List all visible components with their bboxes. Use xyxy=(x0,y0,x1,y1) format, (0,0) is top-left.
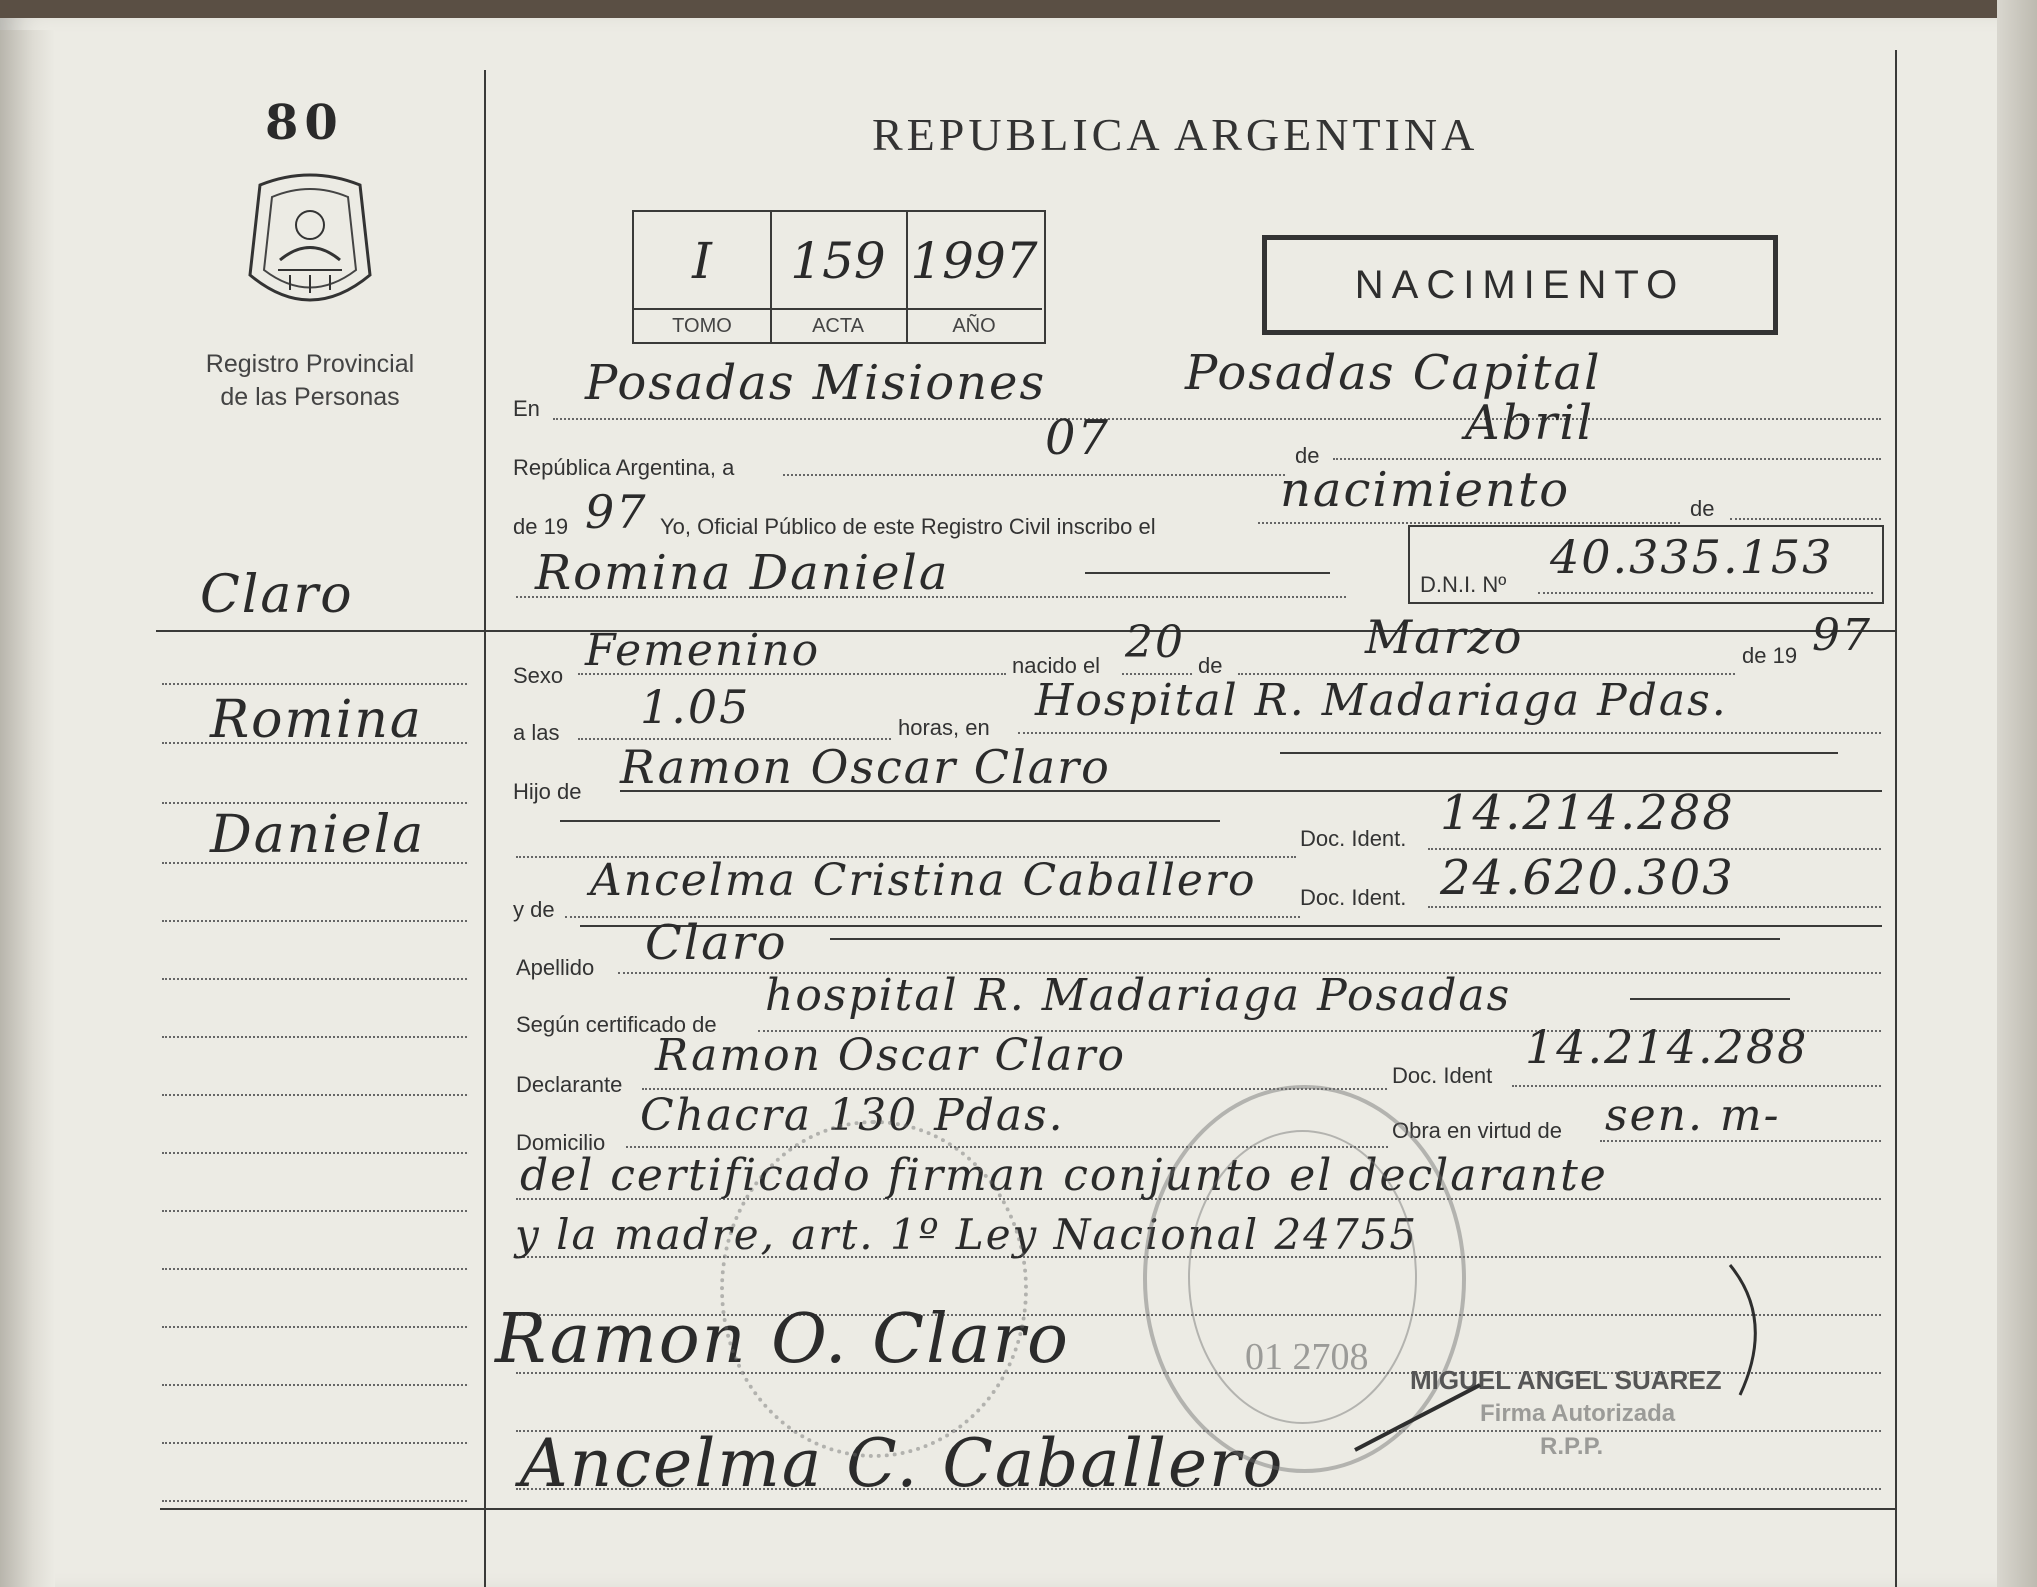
acta-label: ACTA xyxy=(770,308,906,342)
margin-line xyxy=(162,802,467,804)
field-place-capital: Posadas Capital xyxy=(1185,345,1602,401)
field-certificate: hospital R. Madariaga Posadas xyxy=(765,970,1512,1021)
label-nacido-el: nacido el xyxy=(1012,653,1101,678)
field-line xyxy=(1333,458,1881,460)
field-birth-month: Marzo xyxy=(1365,610,1524,664)
fill-stroke xyxy=(1085,572,1330,574)
tomo-value: I xyxy=(692,232,712,290)
bracket-stroke xyxy=(1720,1260,1780,1400)
field-dni: 40.335.153 xyxy=(1550,530,1834,584)
label-y-de: y de xyxy=(513,897,555,922)
field-month: Abril xyxy=(1465,395,1595,451)
label-republica: República Argentina, a xyxy=(513,455,735,480)
book-binding xyxy=(0,30,55,1587)
anio-cell xyxy=(906,212,1042,342)
label-oficial: Yo, Oficial Público de este Registro Civil inscribo el xyxy=(660,514,1156,539)
page-number: 80 xyxy=(265,95,344,151)
notes-line-2: y la madre, art. 1º Ley Nacional 24755 xyxy=(515,1210,1419,1259)
tomo-cell xyxy=(634,212,772,342)
label-doc-ident-1: Doc. Ident. xyxy=(1300,826,1407,851)
label-de: de xyxy=(1295,443,1320,468)
field-address: Chacra 130 Pdas. xyxy=(640,1090,1065,1141)
field-line xyxy=(1512,1085,1881,1087)
margin-line xyxy=(162,1442,467,1444)
margin-first-name: Romina xyxy=(210,690,423,750)
field-time: 1.05 xyxy=(640,680,751,734)
margin-line xyxy=(162,1500,467,1502)
field-line xyxy=(1018,732,1881,734)
margin-line xyxy=(162,1326,467,1328)
right-border xyxy=(1895,50,1897,1587)
official-role: Firma Autorizada xyxy=(1480,1400,1676,1427)
fill-stroke xyxy=(830,938,1780,940)
field-year: 97 xyxy=(585,485,648,539)
label-sexo: Sexo xyxy=(513,663,564,688)
field-mother-doc: 24.620.303 xyxy=(1440,850,1735,906)
field-line xyxy=(783,474,1285,476)
fill-stroke xyxy=(560,820,1220,822)
official-signature-stroke xyxy=(1350,1375,1490,1455)
section-divider xyxy=(156,630,1897,632)
tomo-label: TOMO xyxy=(634,308,770,342)
field-day: 07 xyxy=(1045,410,1111,466)
field-obra: sen. m- xyxy=(1605,1090,1781,1141)
label-horas-en: horas, en xyxy=(898,715,990,740)
label-a-las: a las xyxy=(513,720,560,745)
label-apellido: Apellido xyxy=(516,955,595,980)
notes-line-1: del certificado firman conjunto el declarante xyxy=(520,1150,1608,1201)
margin-line xyxy=(162,683,467,685)
label-dni: D.N.I. Nº xyxy=(1420,572,1507,597)
margin-line xyxy=(162,1384,467,1386)
label-de-19: de 19 xyxy=(513,514,569,539)
field-full-name: Romina Daniela xyxy=(535,545,950,601)
page-title: REPUBLICA ARGENTINA xyxy=(872,109,1479,160)
field-event: nacimiento xyxy=(1280,462,1571,518)
label-doc-ident-2: Doc. Ident. xyxy=(1300,885,1407,910)
field-line xyxy=(1258,522,1680,524)
field-birth-place: Hospital R. Madariaga Pdas. xyxy=(1035,675,1728,726)
margin-line xyxy=(162,1210,467,1212)
field-surname: Claro xyxy=(645,915,788,971)
field-line xyxy=(1538,592,1873,594)
fill-stroke xyxy=(1630,998,1790,1000)
bottom-divider xyxy=(160,1508,1897,1510)
margin-line xyxy=(162,1094,467,1096)
label-doc-ident-3: Doc. Ident xyxy=(1392,1063,1493,1088)
field-line xyxy=(1730,518,1881,520)
acta-value: 159 xyxy=(790,232,886,290)
field-line xyxy=(553,418,1881,420)
margin-line xyxy=(162,862,467,864)
margin-second-name: Daniela xyxy=(210,805,426,865)
provincia-misiones-seal-icon xyxy=(240,165,380,325)
field-birth-day: 20 xyxy=(1125,617,1185,668)
label-de-19b: de 19 xyxy=(1742,643,1798,668)
anio-label: AÑO xyxy=(906,308,1042,342)
fill-stroke xyxy=(1280,752,1838,754)
official-org: R.P.P. xyxy=(1540,1433,1604,1460)
margin-line xyxy=(162,978,467,980)
margin-line xyxy=(162,920,467,922)
document-type-box: NACIMIENTO xyxy=(1262,235,1778,335)
margin-surname: Claro xyxy=(200,565,354,625)
column-divider xyxy=(484,70,486,1587)
registry-line2: de las Personas xyxy=(220,383,400,411)
label-de-2: de xyxy=(1690,496,1715,521)
ghost-stamp xyxy=(720,1120,1028,1458)
field-declarant-doc: 14.214.288 xyxy=(1525,1020,1809,1074)
signature-mother: Ancelma C. Caballero xyxy=(520,1425,1285,1502)
field-birth-year: 97 xyxy=(1812,610,1872,661)
field-mother: Ancelma Cristina Caballero xyxy=(590,855,1257,906)
label-declarante: Declarante xyxy=(516,1072,623,1097)
margin-line xyxy=(162,1268,467,1270)
field-line xyxy=(1428,906,1881,908)
label-hijo-de: Hijo de xyxy=(513,779,582,804)
anio-value: 1997 xyxy=(910,232,1038,290)
signature-declarant: Ramon O. Claro xyxy=(495,1300,1070,1379)
margin-line xyxy=(162,1036,467,1038)
page-edge xyxy=(1997,0,2037,1587)
stamp-date: 01 2708 xyxy=(1245,1336,1369,1378)
registry-line1: Registro Provincial xyxy=(205,350,415,378)
label-de-3: de xyxy=(1198,653,1223,678)
label-segun: Según certificado de xyxy=(516,1012,717,1037)
acta-cell xyxy=(770,212,908,342)
official-name: MIGUEL ANGEL SUAREZ xyxy=(1410,1365,1722,1395)
field-declarant: Ramon Oscar Claro xyxy=(655,1030,1126,1081)
field-place: Posadas Misiones xyxy=(585,355,1047,411)
record-id-box xyxy=(632,210,1046,344)
margin-line xyxy=(162,742,467,744)
field-father: Ramon Oscar Claro xyxy=(620,740,1111,794)
registry-name xyxy=(150,348,470,414)
label-obra: Obra en virtud de xyxy=(1392,1118,1562,1143)
margin-line xyxy=(162,1152,467,1154)
label-en: En xyxy=(513,396,540,421)
field-sex: Femenino xyxy=(585,625,821,676)
field-father-doc: 14.214.288 xyxy=(1440,785,1735,841)
label-domicilio: Domicilio xyxy=(516,1130,606,1155)
